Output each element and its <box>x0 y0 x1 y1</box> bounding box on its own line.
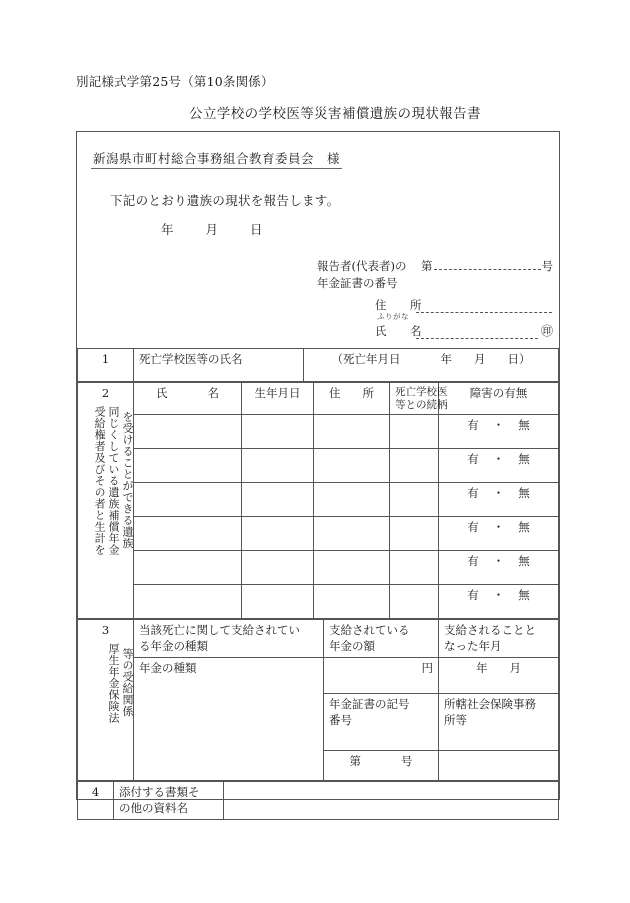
column-header-relationship <box>390 383 448 415</box>
date-month-label: 月 <box>205 222 219 237</box>
table-header-row <box>78 383 559 415</box>
certificate-number-suffix: 号 <box>401 754 413 769</box>
certificate-label-line1: 年金証書の記号 <box>329 697 410 712</box>
disability-no[interactable]: 無 <box>518 554 530 569</box>
cell-address[interactable] <box>314 449 390 483</box>
cell-disability[interactable] <box>439 483 559 517</box>
cell-relationship[interactable] <box>390 517 439 551</box>
disability-no[interactable]: 無 <box>518 452 530 467</box>
reporter-block <box>317 258 553 339</box>
intro-text: 下記のとおり遺族の現状を報告します。 <box>110 193 340 208</box>
section1-number: 1 <box>78 349 134 382</box>
social-insurance-office-value-cell[interactable] <box>439 751 559 781</box>
cell-disability[interactable] <box>439 517 559 551</box>
disability-no[interactable]: 無 <box>518 486 530 501</box>
section2-vertical-line-2: 同じくしている遺族補償年金 <box>107 405 121 556</box>
cell-disability[interactable] <box>439 551 559 585</box>
cell-name[interactable] <box>134 415 242 449</box>
section3-header-pension-amount <box>324 620 439 658</box>
cell-disability[interactable] <box>439 415 559 449</box>
disability-no[interactable]: 無 <box>518 418 530 433</box>
section1-table <box>77 348 559 382</box>
cell-address[interactable] <box>314 551 390 585</box>
name-field-row[interactable] <box>375 322 553 339</box>
pension-amount-header-line1: 支給されている <box>329 623 410 638</box>
pension-type-value: 年金の種類 <box>139 661 197 676</box>
office-label-line1: 所轄社会保険事務 <box>444 697 536 712</box>
cell-name[interactable] <box>134 517 242 551</box>
section3-vertical-line-2: 厚生年金保険法 <box>107 642 121 724</box>
social-insurance-office-label-cell <box>439 694 559 751</box>
cell-name[interactable] <box>134 585 242 619</box>
cell-birthdate[interactable] <box>242 551 314 585</box>
date-year-label: 年 <box>161 222 174 237</box>
cell-relationship[interactable] <box>390 585 439 619</box>
name-blank[interactable] <box>416 327 538 339</box>
section4-label-line2: の他の資料名 <box>119 800 188 815</box>
section4-value-cell[interactable] <box>224 782 559 820</box>
section2-vertical-line-1: を受けることができる遺族 <box>121 411 134 550</box>
section3-table <box>77 619 559 781</box>
cell-relationship[interactable] <box>390 551 439 585</box>
seal-icon: ㊞ <box>540 323 553 338</box>
pension-amount-cell[interactable] <box>324 658 439 694</box>
section3-header-start-date <box>439 620 559 658</box>
pension-certificate-label-cell <box>324 694 439 751</box>
disability-dot: ・ <box>492 520 505 535</box>
furigana-label: ふりがな <box>377 312 409 322</box>
disability-no[interactable]: 無 <box>518 520 530 535</box>
disability-yes[interactable]: 有 <box>467 486 479 501</box>
section2-vertical-label <box>78 404 133 556</box>
disability-dot: ・ <box>492 486 505 501</box>
table-header-row <box>78 620 559 658</box>
cell-relationship[interactable] <box>390 449 439 483</box>
column-header-relationship-line1: 死亡学校医 <box>395 386 448 398</box>
cell-birthdate[interactable] <box>242 517 314 551</box>
name-label: 氏 名 <box>375 323 428 338</box>
section3-label-cell <box>78 620 134 781</box>
yen-unit: 円 <box>421 661 433 676</box>
cell-birthdate[interactable] <box>242 449 314 483</box>
section1-death-date-cell[interactable] <box>304 349 559 382</box>
cell-name[interactable] <box>134 551 242 585</box>
disability-yes[interactable]: 有 <box>467 418 479 433</box>
table-row <box>78 517 559 551</box>
cell-birthdate[interactable] <box>242 585 314 619</box>
cell-disability[interactable] <box>439 449 559 483</box>
disability-yes[interactable]: 有 <box>467 452 479 467</box>
section4-label <box>114 782 224 820</box>
disability-no[interactable]: 無 <box>518 588 530 603</box>
column-header-relationship-line2: 等との続柄 <box>395 398 448 411</box>
number-prefix: 第 <box>421 259 433 273</box>
disability-dot: ・ <box>492 554 505 569</box>
section4-table <box>77 781 559 820</box>
pension-type-value-cell[interactable] <box>134 658 324 781</box>
column-header-name <box>134 383 242 415</box>
office-label-line2: 所等 <box>444 712 467 727</box>
section2-number: 2 <box>101 386 110 400</box>
certificate-number-field[interactable] <box>421 258 553 274</box>
start-date-header-line2: なった年月 <box>444 638 502 653</box>
column-header-name-a: 氏 <box>156 386 168 400</box>
column-header-name-b: 名 <box>207 386 219 400</box>
cell-address[interactable] <box>314 585 390 619</box>
table-row <box>78 483 559 517</box>
cell-name[interactable] <box>134 449 242 483</box>
address-blank[interactable] <box>416 301 552 313</box>
section2-table <box>77 382 559 619</box>
column-header-address-a: 住 <box>329 386 341 400</box>
disability-dot: ・ <box>492 418 505 433</box>
cell-disability[interactable] <box>439 585 559 619</box>
table-row <box>78 449 559 483</box>
death-date-prefix: （死亡年月日 <box>331 352 401 366</box>
reporter-label-line2: 年金証書の番号 <box>317 275 398 290</box>
certificate-number-cell[interactable] <box>324 751 439 781</box>
column-header-birthdate: 生年月日 <box>242 383 314 415</box>
cell-address[interactable] <box>314 415 390 449</box>
section2-vertical-line-3: 受給権者及びその者と生計を <box>93 405 107 556</box>
section3-header-pension-type <box>134 620 324 658</box>
top-section <box>77 132 559 348</box>
date-day-label: 日 <box>250 222 263 237</box>
column-header-disability: 障害の有無 <box>439 383 559 415</box>
pension-start-date-cell[interactable] <box>439 658 559 694</box>
certificate-number-prefix: 第 <box>349 754 361 769</box>
death-day-label: 日） <box>507 352 531 366</box>
cell-address[interactable] <box>314 517 390 551</box>
address-field-row[interactable] <box>375 297 553 313</box>
section3-vertical-line-1: 等の受給関係 <box>121 648 134 718</box>
section4-label-line1: 添付する書類そ <box>119 785 200 800</box>
disability-yes[interactable]: 有 <box>467 520 479 535</box>
table-row <box>78 782 559 820</box>
section3-number: 3 <box>101 623 110 638</box>
section3-vertical-label <box>78 641 133 724</box>
start-date-header-line1: 支給されることと <box>444 623 536 638</box>
disability-dot: ・ <box>492 588 505 603</box>
table-row <box>78 415 559 449</box>
death-month-label: 月 <box>474 352 486 366</box>
disability-yes[interactable]: 有 <box>467 588 479 603</box>
section1-label: 死亡学校医等の氏名 <box>134 349 304 382</box>
pension-type-header-line1: 当該死亡に関して支給されてい <box>139 623 300 638</box>
table-row <box>78 349 559 382</box>
number-blank[interactable] <box>434 258 541 270</box>
start-month-label: 月 <box>509 661 521 676</box>
death-year-label: 年 <box>440 352 452 366</box>
reporter-certificate-number-row <box>317 258 553 291</box>
reporter-address-name-fields <box>317 297 553 338</box>
cell-name[interactable] <box>134 483 242 517</box>
cell-relationship[interactable] <box>390 483 439 517</box>
number-suffix: 号 <box>541 259 553 273</box>
addressee-line: 新潟県市町村総合事務組合教育委員会 様 <box>91 149 342 169</box>
address-label: 住 所 <box>375 298 428 313</box>
section4-number: 4 <box>78 782 114 820</box>
table-row <box>78 551 559 585</box>
submission-date-line <box>161 220 263 238</box>
cell-relationship[interactable] <box>390 415 439 449</box>
cell-birthdate[interactable] <box>242 483 314 517</box>
disability-dot: ・ <box>492 452 505 467</box>
column-header-address-b: 所 <box>362 386 374 400</box>
form-code: 別記様式学第25号（第10条関係） <box>76 74 274 89</box>
disability-yes[interactable]: 有 <box>467 554 479 569</box>
form-frame <box>76 131 560 815</box>
page-title: 公立学校の学校医等災害補償遺族の現状報告書 <box>189 106 481 122</box>
cell-address[interactable] <box>314 483 390 517</box>
pension-type-header-line2: る年金の種類 <box>139 638 208 653</box>
column-header-address <box>314 383 390 415</box>
section2-label-cell <box>78 383 134 619</box>
table-row <box>78 585 559 619</box>
reporter-label <box>317 258 421 291</box>
pension-amount-header-line2: 年金の額 <box>329 638 375 653</box>
table-row <box>78 658 559 694</box>
reporter-label-line1: 報告者(代表者)の <box>317 259 407 273</box>
cell-birthdate[interactable] <box>242 415 314 449</box>
certificate-label-line2: 番号 <box>329 712 352 727</box>
start-year-label: 年 <box>476 661 488 676</box>
